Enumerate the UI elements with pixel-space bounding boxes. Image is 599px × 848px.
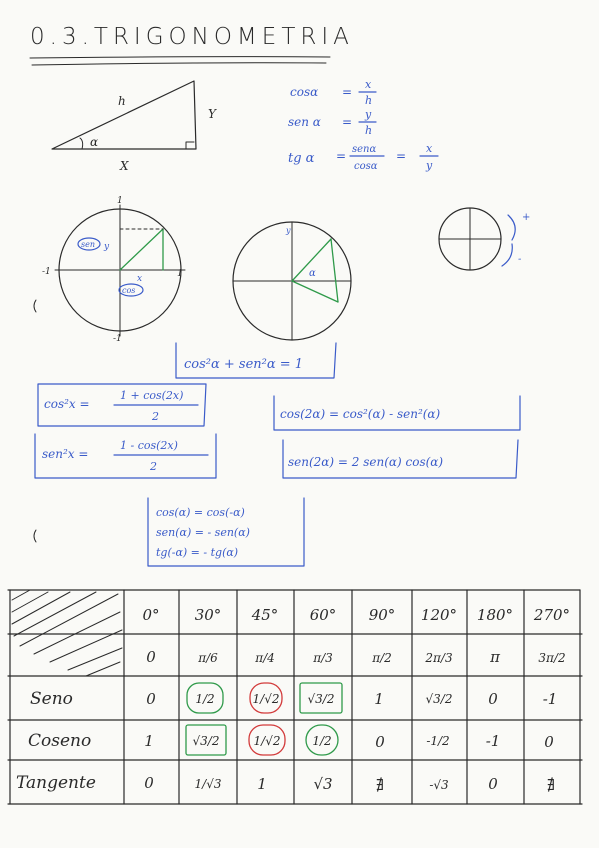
rad-270: 3π/2 [538, 651, 566, 665]
table-row-tangente [16, 773, 555, 794]
circle-2-alpha-label: α [309, 268, 316, 279]
circle-1-radius [120, 229, 163, 270]
cos-squared-den: 2 [152, 410, 159, 423]
cos-120: -1/2 [426, 734, 450, 748]
hypotenuse-label: h [118, 94, 126, 108]
cos-30: √3/2 [192, 734, 220, 748]
unit-circle-1 [42, 196, 185, 344]
cos-squared-lhs: cos²x = [44, 397, 90, 411]
unit-circle-2 [233, 222, 351, 340]
adjacent-label: X [120, 159, 129, 173]
rad-180: π [490, 648, 500, 666]
deg-30: 30° [194, 606, 222, 624]
tg-def-eq: = [336, 149, 347, 163]
sen-def-lhs: sen α [288, 115, 321, 129]
cos-60: 1/2 [312, 734, 332, 748]
table-radian-row [146, 648, 565, 666]
sen-def-num: y [365, 108, 372, 121]
sen-squared-num: 1 - cos(2x) [120, 439, 178, 452]
cos-def-den: h [365, 94, 373, 107]
identity-sen-double [283, 440, 518, 478]
counterclockwise-arrow [508, 215, 515, 240]
tg-30: 1/√3 [194, 777, 222, 791]
deg-0: 0° [142, 606, 160, 624]
unit-circle-3 [439, 208, 530, 270]
tg-def-lhs: tg α [288, 151, 315, 166]
tg-90: ∄ [375, 776, 385, 794]
table-row-coseno [28, 731, 554, 751]
sen-45: 1/√2 [252, 692, 280, 706]
parity-cos: cos(α) = cos(-α) [156, 506, 245, 519]
sen-180: 0 [488, 690, 498, 708]
row-label-coseno: Coseno [28, 731, 92, 751]
opposite-label: Y [208, 107, 216, 121]
rad-90: π/2 [372, 651, 392, 665]
circle-1-right-label: 1 [177, 269, 183, 279]
title-underline-2 [32, 63, 326, 65]
cos-180: -1 [485, 732, 501, 750]
tg-270: ∄ [546, 776, 556, 794]
negative-sign: - [518, 254, 522, 265]
circle-1-left-label: -1 [42, 267, 51, 277]
circle-2-radius-neg [292, 281, 338, 302]
circle-2-y-label: y [286, 226, 291, 235]
tg-120: -√3 [429, 778, 449, 792]
row-label-tangente: Tangente [16, 773, 96, 793]
deg-180: 180° [476, 606, 514, 624]
tg-180: 0 [488, 775, 498, 793]
sen-double-angle: sen(2α) = 2 sen(α) cos(α) [288, 455, 444, 469]
angle-label: α [90, 135, 99, 149]
tg-def-den1: cosα [354, 161, 378, 172]
right-triangle-diagram [52, 81, 217, 173]
rad-120: 2π/3 [425, 651, 453, 665]
circle-1-sen-tag: sen [81, 240, 95, 249]
sen-def-den: h [365, 124, 373, 137]
clockwise-arrow [502, 244, 512, 266]
triangle-shape [52, 81, 196, 149]
cos-0: 1 [144, 732, 154, 750]
title-underline [30, 57, 330, 58]
deg-120: 120° [420, 606, 458, 624]
cos-def-num: x [365, 78, 372, 91]
tg-def-den2: y [426, 159, 433, 172]
circle-1-cos-tag: cos [122, 286, 136, 295]
deg-270: 270° [533, 606, 571, 624]
rad-30: π/6 [198, 651, 218, 665]
right-angle-mark [186, 142, 194, 149]
cos-squared-num: 1 + cos(2x) [120, 389, 184, 402]
tg-def-num2: x [426, 142, 433, 155]
cos-45: 1/√2 [253, 734, 281, 748]
circle-1-top-label: 1 [117, 196, 123, 206]
page-title: 0.3.TRIGONOMETRIA [30, 24, 354, 50]
positive-sign: + [522, 212, 531, 223]
row-label-seno: Seno [30, 689, 73, 709]
punch-hole-mark-2 [34, 300, 36, 312]
sen-squared-lhs: sen²x = [42, 447, 89, 461]
cos-270: 0 [544, 733, 554, 751]
deg-90: 90° [368, 606, 396, 624]
identity-sen-squared [35, 434, 216, 478]
tg-60: √3 [313, 775, 333, 793]
deg-60: 60° [309, 606, 337, 624]
deg-45: 45° [251, 606, 279, 624]
circle-1-y-label: y [104, 242, 110, 252]
table-degree-row [142, 606, 570, 624]
identity-cos-double [274, 396, 520, 430]
rad-60: π/3 [313, 651, 333, 665]
sen-def-eq: = [342, 115, 353, 129]
trig-values-table [8, 590, 582, 804]
tg-45: 1 [257, 775, 267, 793]
sen-0: 0 [146, 690, 156, 708]
punch-hole-mark [34, 530, 36, 542]
angle-arc [80, 138, 83, 149]
trig-definitions [288, 78, 438, 172]
parity-sen: sen(α) = - sen(α) [156, 526, 250, 539]
identity-cos-squared [38, 384, 206, 426]
circle-1-x-label: x [137, 274, 143, 284]
identity-parity [148, 498, 304, 566]
circle-1-bottom-label: -1 [113, 334, 122, 344]
sen-90: 1 [374, 690, 384, 708]
tg-0: 0 [144, 774, 154, 792]
circle-2-chord [331, 239, 338, 302]
cos-def-eq: = [342, 85, 353, 99]
fundamental-identity: cos²α + sen²α = 1 [184, 357, 304, 372]
tg-def-num1: senα [352, 144, 377, 155]
sen-squared-den: 2 [150, 460, 157, 473]
sen-270: -1 [542, 690, 558, 708]
rad-45: π/4 [255, 651, 275, 665]
sen-30: 1/2 [195, 692, 215, 706]
sen-60: √3/2 [307, 692, 335, 706]
sen-120: √3/2 [425, 692, 453, 706]
table-corner-hatching [12, 590, 122, 676]
tg-def-eq2: = [396, 149, 407, 163]
cos-90: 0 [375, 733, 385, 751]
cos-def-lhs: cosα [290, 85, 319, 99]
cos-double-angle: cos(2α) = cos²(α) - sen²(α) [280, 407, 441, 421]
parity-tg: tg(-α) = - tg(α) [156, 546, 239, 559]
identity-fundamental [176, 343, 336, 378]
rad-0: 0 [146, 648, 156, 666]
